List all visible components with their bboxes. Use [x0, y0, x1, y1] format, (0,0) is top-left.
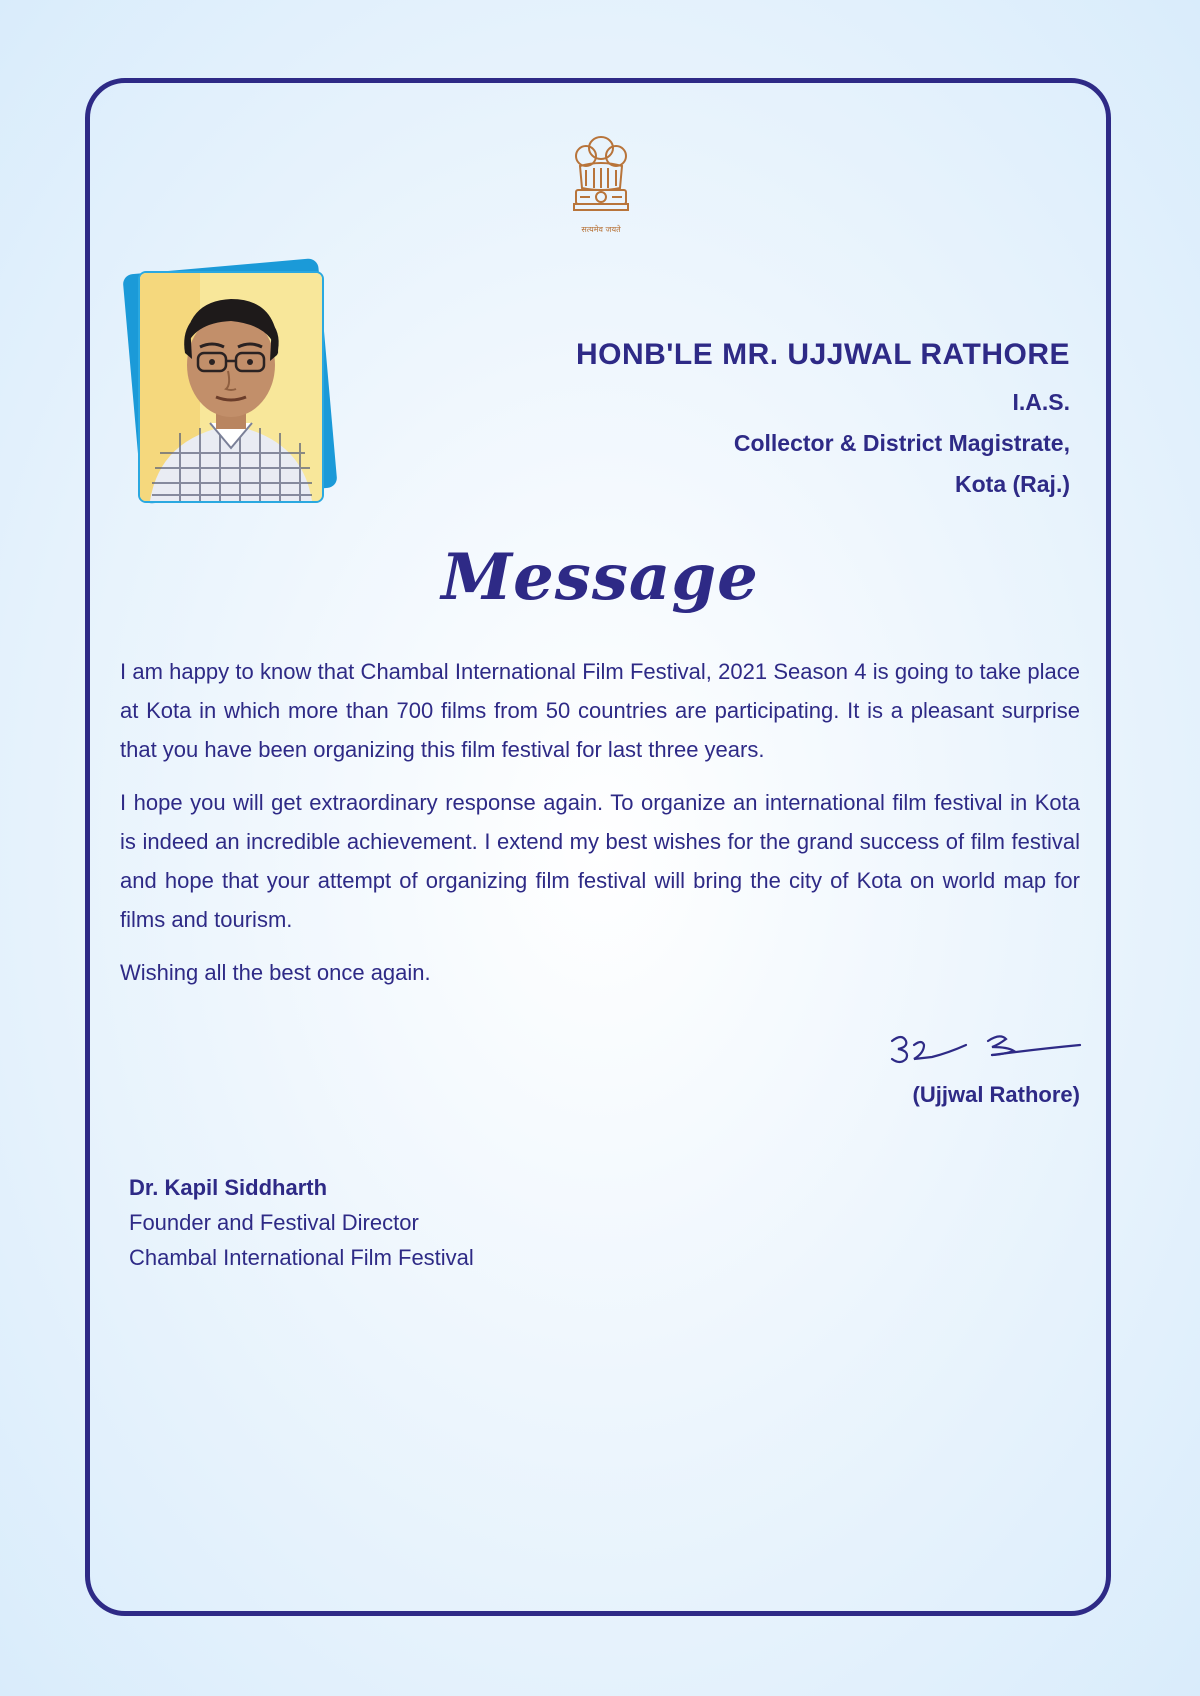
recipient-name: Dr. Kapil Siddharth: [129, 1175, 328, 1200]
official-name: HONB'LE MR. UJJWAL RATHORE: [575, 338, 1070, 371]
state-emblem-icon: [566, 130, 636, 242]
official-details: [576, 338, 1070, 505]
official-location: Kota (Raj.): [955, 471, 1070, 497]
recipient-role: Founder and Festival Director: [129, 1210, 419, 1235]
message-paragraph: I hope you will get extraordinary response again. To organize an international film festival in Kota is indeed an incredible achievement. I extend my best wishes for the grand success of film festival and hope that your attempt of organizing film festival will bring the city of Kota on world map for films and tourism.: [120, 790, 1080, 932]
message-paragraph: I am happy to know that Chambal International Film Festival, 2021 Season 4 is going to take place at Kota in which more than 700 films from 50 countries are participating. It is a pleasant surprise that you have been organizing this film festival for last three years.: [120, 659, 1080, 762]
svg-text:सत्यमेव जयते: सत्यमेव जयते: [581, 225, 621, 234]
recipient-block: [129, 1170, 474, 1275]
official-photo: [128, 262, 338, 512]
recipient-organization: Chambal International Film Festival: [129, 1245, 474, 1270]
official-service: I.A.S.: [1012, 389, 1070, 415]
message-body: [120, 652, 1080, 1006]
handwritten-signature: [888, 1025, 1083, 1070]
official-designation: Collector & District Magistrate,: [733, 430, 1070, 456]
message-paragraph: Wishing all the best once again.: [120, 960, 431, 985]
message-heading: Message: [441, 540, 759, 615]
portrait-photo: [138, 271, 324, 503]
signatory-name: (Ujjwal Rathore): [912, 1082, 1080, 1107]
